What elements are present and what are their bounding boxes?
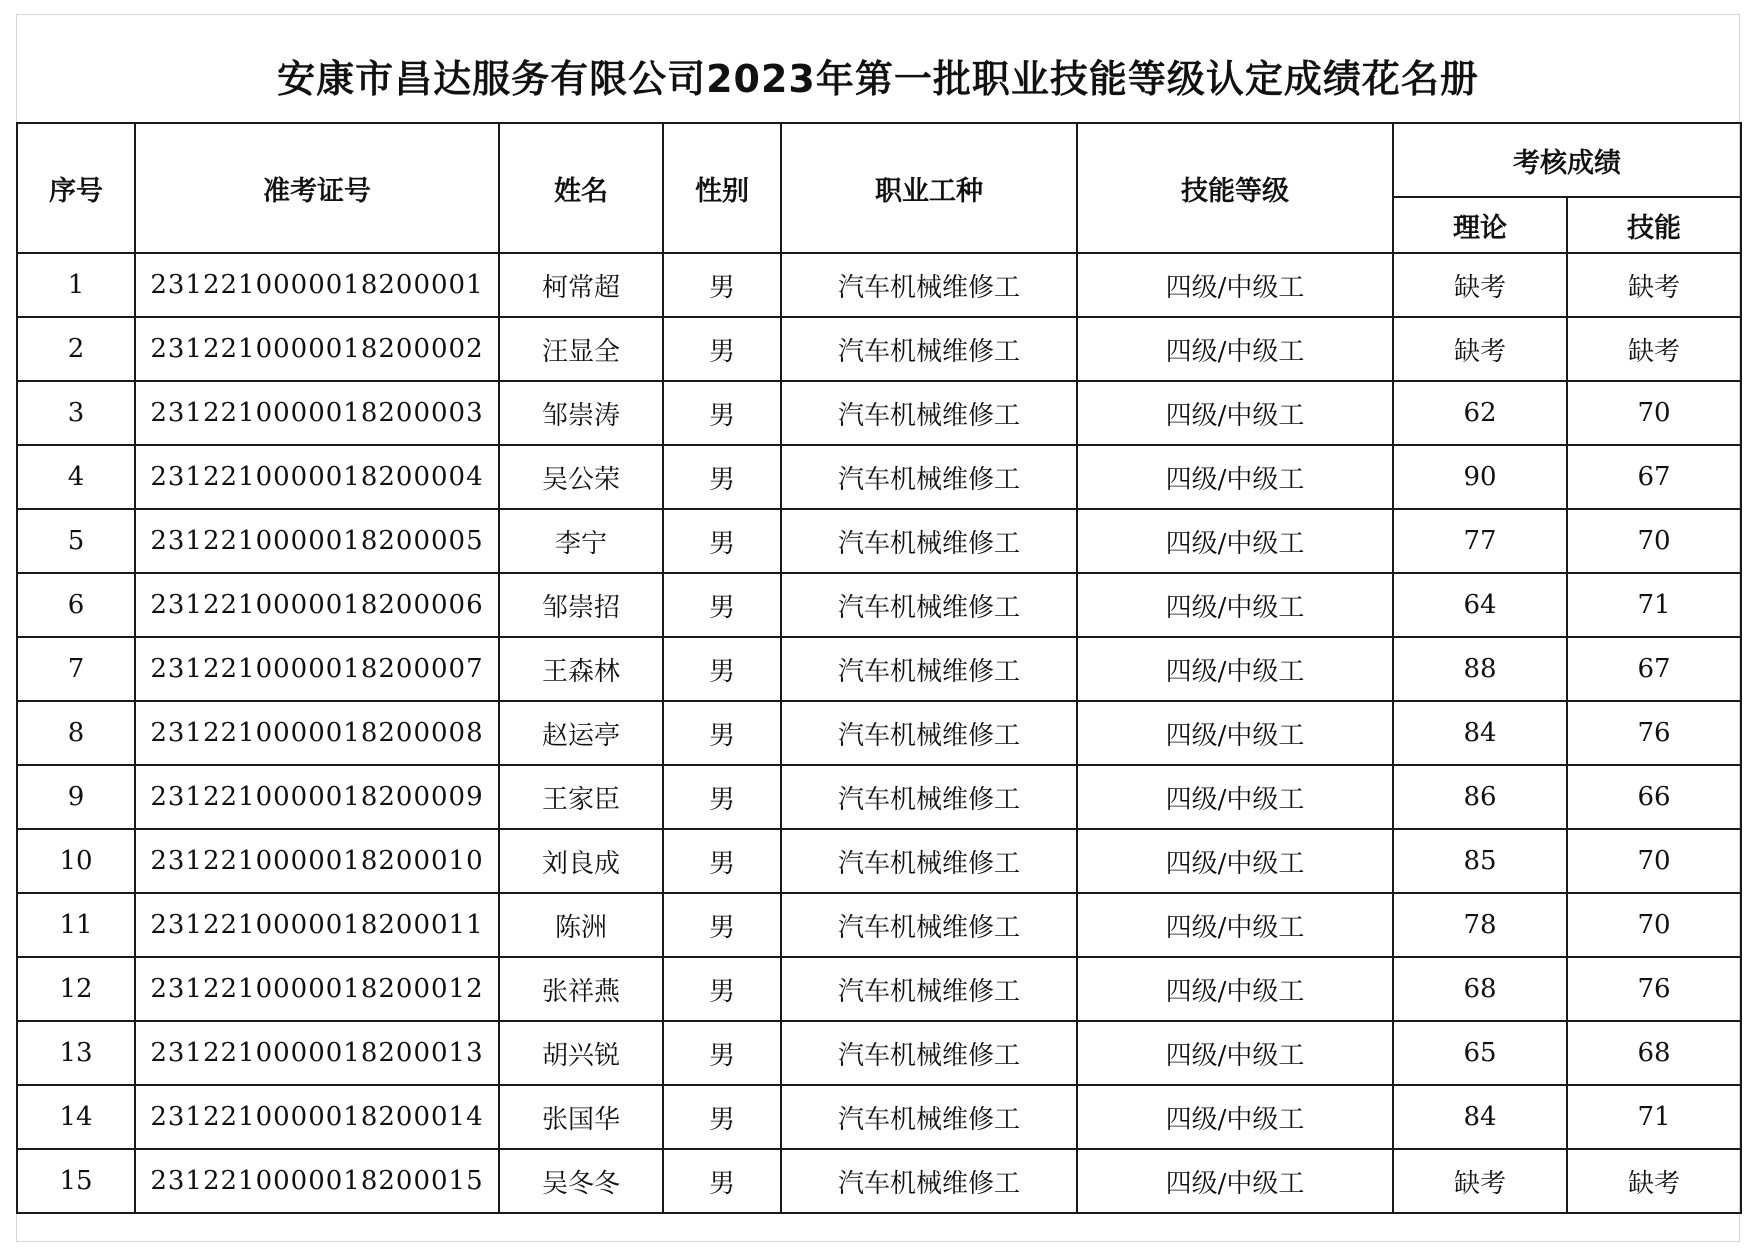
cell-gender: 男 — [663, 573, 781, 637]
cell-skill-score: 76 — [1567, 701, 1741, 765]
cell-gender: 男 — [663, 381, 781, 445]
table-row — [17, 957, 1741, 1021]
cell-exam-id: 2312210000018200005 — [135, 509, 499, 573]
cell-level: 四级/中级工 — [1077, 509, 1393, 573]
cell-theory-score: 84 — [1393, 701, 1567, 765]
header-exam-id: 准考证号 — [135, 123, 499, 253]
header-skill: 技能 — [1567, 197, 1741, 253]
cell-name: 陈洲 — [499, 893, 663, 957]
cell-occupation: 汽车机械维修工 — [781, 317, 1077, 381]
cell-gender: 男 — [663, 957, 781, 1021]
header-name: 姓名 — [499, 123, 663, 253]
cell-exam-id: 2312210000018200004 — [135, 445, 499, 509]
cell-level: 四级/中级工 — [1077, 829, 1393, 893]
cell-name: 汪显全 — [499, 317, 663, 381]
table-row — [17, 765, 1741, 829]
cell-exam-id: 2312210000018200002 — [135, 317, 499, 381]
table-row — [17, 1021, 1741, 1085]
cell-skill-score: 66 — [1567, 765, 1741, 829]
table-row — [17, 701, 1741, 765]
cell-occupation: 汽车机械维修工 — [781, 381, 1077, 445]
cell-seq: 6 — [17, 573, 135, 637]
cell-theory-score: 88 — [1393, 637, 1567, 701]
cell-seq: 1 — [17, 253, 135, 317]
cell-name: 刘良成 — [499, 829, 663, 893]
roster-body — [17, 253, 1741, 1213]
cell-level: 四级/中级工 — [1077, 445, 1393, 509]
cell-exam-id: 2312210000018200013 — [135, 1021, 499, 1085]
cell-theory-score: 65 — [1393, 1021, 1567, 1085]
cell-occupation: 汽车机械维修工 — [781, 573, 1077, 637]
cell-occupation: 汽车机械维修工 — [781, 765, 1077, 829]
cell-seq: 2 — [17, 317, 135, 381]
cell-name: 王家臣 — [499, 765, 663, 829]
cell-gender: 男 — [663, 509, 781, 573]
cell-name: 胡兴锐 — [499, 1021, 663, 1085]
cell-theory-score: 缺考 — [1393, 1149, 1567, 1213]
cell-level: 四级/中级工 — [1077, 573, 1393, 637]
cell-skill-score: 70 — [1567, 829, 1741, 893]
cell-seq: 15 — [17, 1149, 135, 1213]
cell-skill-score: 68 — [1567, 1021, 1741, 1085]
cell-level: 四级/中级工 — [1077, 893, 1393, 957]
cell-theory-score: 78 — [1393, 893, 1567, 957]
cell-gender: 男 — [663, 317, 781, 381]
cell-occupation: 汽车机械维修工 — [781, 893, 1077, 957]
cell-skill-score: 缺考 — [1567, 253, 1741, 317]
score-roster-table — [16, 122, 1742, 1214]
cell-occupation: 汽车机械维修工 — [781, 829, 1077, 893]
cell-seq: 9 — [17, 765, 135, 829]
cell-name: 邹崇招 — [499, 573, 663, 637]
cell-skill-score: 70 — [1567, 381, 1741, 445]
cell-seq: 14 — [17, 1085, 135, 1149]
table-row — [17, 893, 1741, 957]
cell-skill-score: 71 — [1567, 1085, 1741, 1149]
cell-occupation: 汽车机械维修工 — [781, 1085, 1077, 1149]
cell-exam-id: 2312210000018200012 — [135, 957, 499, 1021]
cell-level: 四级/中级工 — [1077, 701, 1393, 765]
cell-name: 张祥燕 — [499, 957, 663, 1021]
cell-gender: 男 — [663, 445, 781, 509]
cell-occupation: 汽车机械维修工 — [781, 1149, 1077, 1213]
cell-theory-score: 90 — [1393, 445, 1567, 509]
cell-skill-score: 76 — [1567, 957, 1741, 1021]
table-row — [17, 317, 1741, 381]
cell-seq: 13 — [17, 1021, 135, 1085]
cell-seq: 3 — [17, 381, 135, 445]
cell-seq: 11 — [17, 893, 135, 957]
table-row — [17, 829, 1741, 893]
cell-occupation: 汽车机械维修工 — [781, 509, 1077, 573]
cell-occupation: 汽车机械维修工 — [781, 253, 1077, 317]
cell-exam-id: 2312210000018200015 — [135, 1149, 499, 1213]
cell-exam-id: 2312210000018200014 — [135, 1085, 499, 1149]
cell-theory-score: 62 — [1393, 381, 1567, 445]
table-row — [17, 509, 1741, 573]
table-row — [17, 445, 1741, 509]
table-row — [17, 1085, 1741, 1149]
cell-theory-score: 缺考 — [1393, 317, 1567, 381]
header-occupation: 职业工种 — [781, 123, 1077, 253]
header-level: 技能等级 — [1077, 123, 1393, 253]
cell-gender: 男 — [663, 253, 781, 317]
cell-name: 吴公荣 — [499, 445, 663, 509]
cell-occupation: 汽车机械维修工 — [781, 445, 1077, 509]
cell-theory-score: 77 — [1393, 509, 1567, 573]
header-theory: 理论 — [1393, 197, 1567, 253]
cell-level: 四级/中级工 — [1077, 253, 1393, 317]
cell-level: 四级/中级工 — [1077, 957, 1393, 1021]
cell-theory-score: 84 — [1393, 1085, 1567, 1149]
cell-skill-score: 缺考 — [1567, 317, 1741, 381]
cell-exam-id: 2312210000018200001 — [135, 253, 499, 317]
cell-name: 柯常超 — [499, 253, 663, 317]
cell-level: 四级/中级工 — [1077, 637, 1393, 701]
table-row — [17, 637, 1741, 701]
cell-seq: 10 — [17, 829, 135, 893]
table-row — [17, 253, 1741, 317]
cell-exam-id: 2312210000018200003 — [135, 381, 499, 445]
cell-occupation: 汽车机械维修工 — [781, 957, 1077, 1021]
table-row — [17, 381, 1741, 445]
cell-gender: 男 — [663, 765, 781, 829]
header-seq: 序号 — [17, 123, 135, 253]
page-title: 安康市昌达服务有限公司2023年第一批职业技能等级认定成绩花名册 — [277, 57, 1479, 101]
cell-name: 王森林 — [499, 637, 663, 701]
cell-seq: 8 — [17, 701, 135, 765]
cell-skill-score: 缺考 — [1567, 1149, 1741, 1213]
cell-level: 四级/中级工 — [1077, 317, 1393, 381]
cell-theory-score: 缺考 — [1393, 253, 1567, 317]
cell-seq: 12 — [17, 957, 135, 1021]
cell-skill-score: 67 — [1567, 445, 1741, 509]
cell-skill-score: 71 — [1567, 573, 1741, 637]
cell-level: 四级/中级工 — [1077, 381, 1393, 445]
cell-skill-score: 70 — [1567, 893, 1741, 957]
cell-gender: 男 — [663, 893, 781, 957]
cell-seq: 4 — [17, 445, 135, 509]
cell-gender: 男 — [663, 829, 781, 893]
cell-exam-id: 2312210000018200006 — [135, 573, 499, 637]
cell-exam-id: 2312210000018200010 — [135, 829, 499, 893]
cell-name: 李宁 — [499, 509, 663, 573]
table-row — [17, 1149, 1741, 1213]
cell-exam-id: 2312210000018200009 — [135, 765, 499, 829]
cell-seq: 5 — [17, 509, 135, 573]
header-gender: 性别 — [663, 123, 781, 253]
cell-occupation: 汽车机械维修工 — [781, 1021, 1077, 1085]
cell-skill-score: 67 — [1567, 637, 1741, 701]
cell-gender: 男 — [663, 1021, 781, 1085]
cell-name: 吴冬冬 — [499, 1149, 663, 1213]
cell-level: 四级/中级工 — [1077, 1149, 1393, 1213]
header-score-group: 考核成绩 — [1393, 123, 1741, 197]
cell-exam-id: 2312210000018200007 — [135, 637, 499, 701]
cell-theory-score: 68 — [1393, 957, 1567, 1021]
cell-seq: 7 — [17, 637, 135, 701]
cell-gender: 男 — [663, 701, 781, 765]
cell-name: 邹崇涛 — [499, 381, 663, 445]
cell-exam-id: 2312210000018200011 — [135, 893, 499, 957]
cell-theory-score: 64 — [1393, 573, 1567, 637]
cell-gender: 男 — [663, 637, 781, 701]
cell-gender: 男 — [663, 1085, 781, 1149]
cell-theory-score: 86 — [1393, 765, 1567, 829]
cell-occupation: 汽车机械维修工 — [781, 637, 1077, 701]
cell-occupation: 汽车机械维修工 — [781, 701, 1077, 765]
table-row — [17, 573, 1741, 637]
cell-level: 四级/中级工 — [1077, 1021, 1393, 1085]
cell-level: 四级/中级工 — [1077, 765, 1393, 829]
cell-exam-id: 2312210000018200008 — [135, 701, 499, 765]
cell-level: 四级/中级工 — [1077, 1085, 1393, 1149]
cell-name: 赵运亭 — [499, 701, 663, 765]
cell-theory-score: 85 — [1393, 829, 1567, 893]
header-row — [17, 123, 1741, 197]
cell-name: 张国华 — [499, 1085, 663, 1149]
cell-skill-score: 70 — [1567, 509, 1741, 573]
cell-gender: 男 — [663, 1149, 781, 1213]
